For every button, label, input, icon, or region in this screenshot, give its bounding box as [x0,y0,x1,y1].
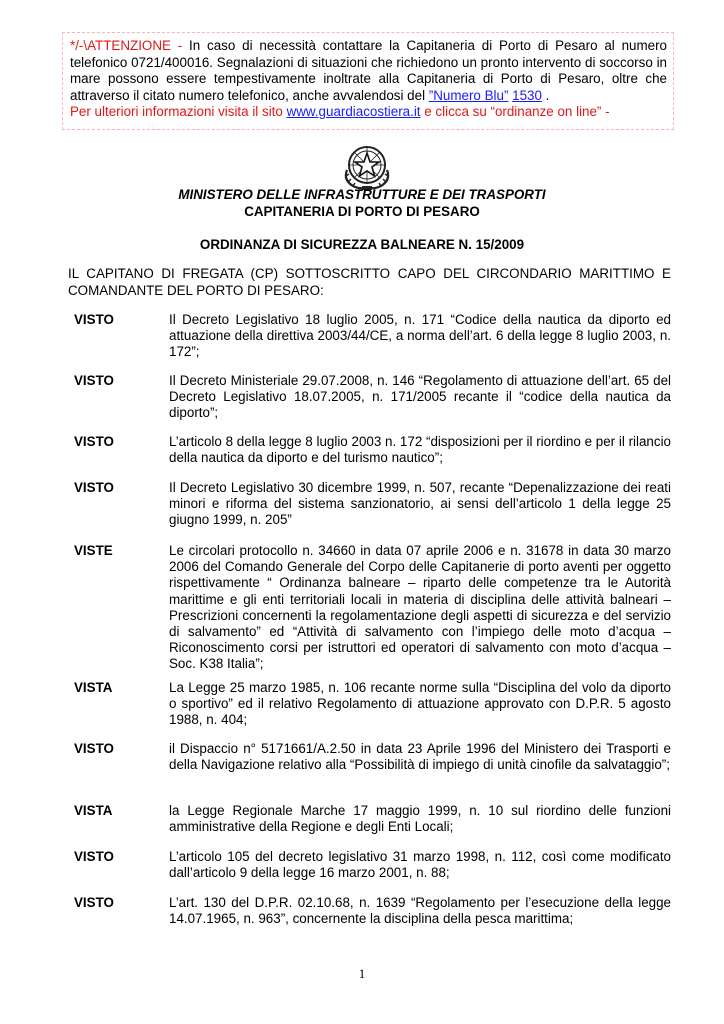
entry-keyword: VISTO [74,373,114,388]
numero-1530-link[interactable]: 1530 [512,87,542,103]
entry-text: Il Decreto Ministeriale 29.07.2008, n. 146 “Regolamento di attuazione dell’art. 65 del Decreto Legislativo 18.07.2005, n. 171/2005 recante il “codice della nautica da diporto”; [169,373,671,421]
numero-blu-link[interactable]: ”Numero Blu” [428,87,509,103]
entry-text: Le circolari protocollo n. 34660 in data 07 aprile 2006 e n. 31678 in data 30 marzo 2006 del Comando Generale del Corpo delle Capitanerie di porto aventi per oggetto rispettivamente “ Ordinanza balneare – riparto delle competenze tra le Autorità marittime e gli enti territoriali locali in materia di disciplina delle attività balneari – Prescrizioni concernenti la regolamentazione degli aspetti di sicurezza e del servizio di salvamento” ed “Attività di salvamento con l’impiego delle moto d’acqua – Riconoscimento corsi per istruttori ed operatori di salvamento con moto d’acqua – Soc. K38 Italia”; [169,543,671,672]
entry-text: Il Decreto Legislativo 18 luglio 2005, n. 171 “Codice della nautica da diporto ed attuazione della direttiva 2003/44/CE, a norma dell’art. 6 della legge 8 luglio 2003, n. 172”; [169,312,671,360]
entry-keyword: VISTO [74,849,114,864]
notice-info-suffix: e clicca su “ordinanze on line” - [420,104,610,120]
entry-text: la Legge Regionale Marche 17 maggio 1999, n. 10 sul riordino delle funzioni amministrative della Regione e degli Enti Locali; [169,803,671,835]
republic-emblem-icon [341,140,393,192]
notice-info-prefix: Per ulteriori informazioni visita il sito [70,104,287,120]
entry-text: Il Decreto Legislativo 30 dicembre 1999, n. 507, recante “Depenalizzazione dei reati minori e riforma del sistema sanzionatorio, ai sensi dell’articolo 1 della legge 25 giugno 1999, n. 205” [169,480,671,528]
notice-body: In caso di necessità contattare la Capitaneria di Porto di Pesaro al numero telefonico 0721/400016. Segnalazioni di situazioni che richiedono un pronto intervento di soccorso in mare possono essere tempestivamente inoltrate alla Capitaneria di Porto di Pesaro, oltre che attraverso il citato numero telefonico, anche avvalendosi del [70,38,667,103]
intro-paragraph: IL CAPITANO DI FREGATA (CP) SOTTOSCRITTO CAPO DEL CIRCONDARIO MARITTIMO E COMANDANTE DEL PORTO DI PESARO: [68,266,671,298]
entry-keyword: VISTO [74,480,114,495]
entry-keyword: VISTO [74,895,114,910]
entry-keyword: VISTO [74,312,114,327]
entry-keyword: VISTA [74,803,113,818]
ministry-title: MINISTERO DELLE INFRASTRUTTURE E DEI TRASPORTI [178,187,546,202]
entry-text: La Legge 25 marzo 1985, n. 106 recante norme sulla “Disciplina del volo da diporto o sportivo” ed il relativo Regolamento di attuazione approvato con D.P.R. 5 agosto 1988, n. 404; [169,680,671,728]
entry-text: L’articolo 105 del decreto legislativo 31 marzo 1998, n. 112, così come modificato dall’articolo 9 della legge 16 marzo 2001, n. 88; [169,849,671,881]
notice-body-end: . [541,87,550,103]
entry-keyword: VISTE [74,543,113,558]
office-title: CAPITANERIA DI PORTO DI PESARO [244,204,480,219]
entry-keyword: VISTA [74,680,113,695]
entry-text: L’art. 130 del D.P.R. 02.10.68, n. 1639 “Regolamento per l’esecuzione della legge 14.07.1965, n. 963”, concernente la disciplina della pesca marittima; [169,895,671,927]
notice-prefix: */-\ATTENZIONE - [70,38,183,53]
page-number: 1 [358,966,366,981]
entry-keyword: VISTO [74,741,114,756]
entry-text: L’articolo 8 della legge 8 luglio 2003 n. 172 “disposizioni per il riordino e per il rilancio della nautica da diporto e del turismo nautico”; [169,434,671,466]
guardiacostiera-link[interactable]: www.guardiacostiera.it [286,104,421,120]
emergency-notice-box [62,32,674,130]
ordinance-title: ORDINANZA DI SICUREZZA BALNEARE N. 15/2009 [199,237,525,252]
entry-text: il Dispaccio n° 5171661/A.2.50 in data 23 Aprile 1996 del Ministero dei Trasporti e della Navigazione relativo alla “Possibilità di impiego di unità cinofile da salvataggio”; [169,741,671,773]
entry-keyword: VISTO [74,434,114,449]
